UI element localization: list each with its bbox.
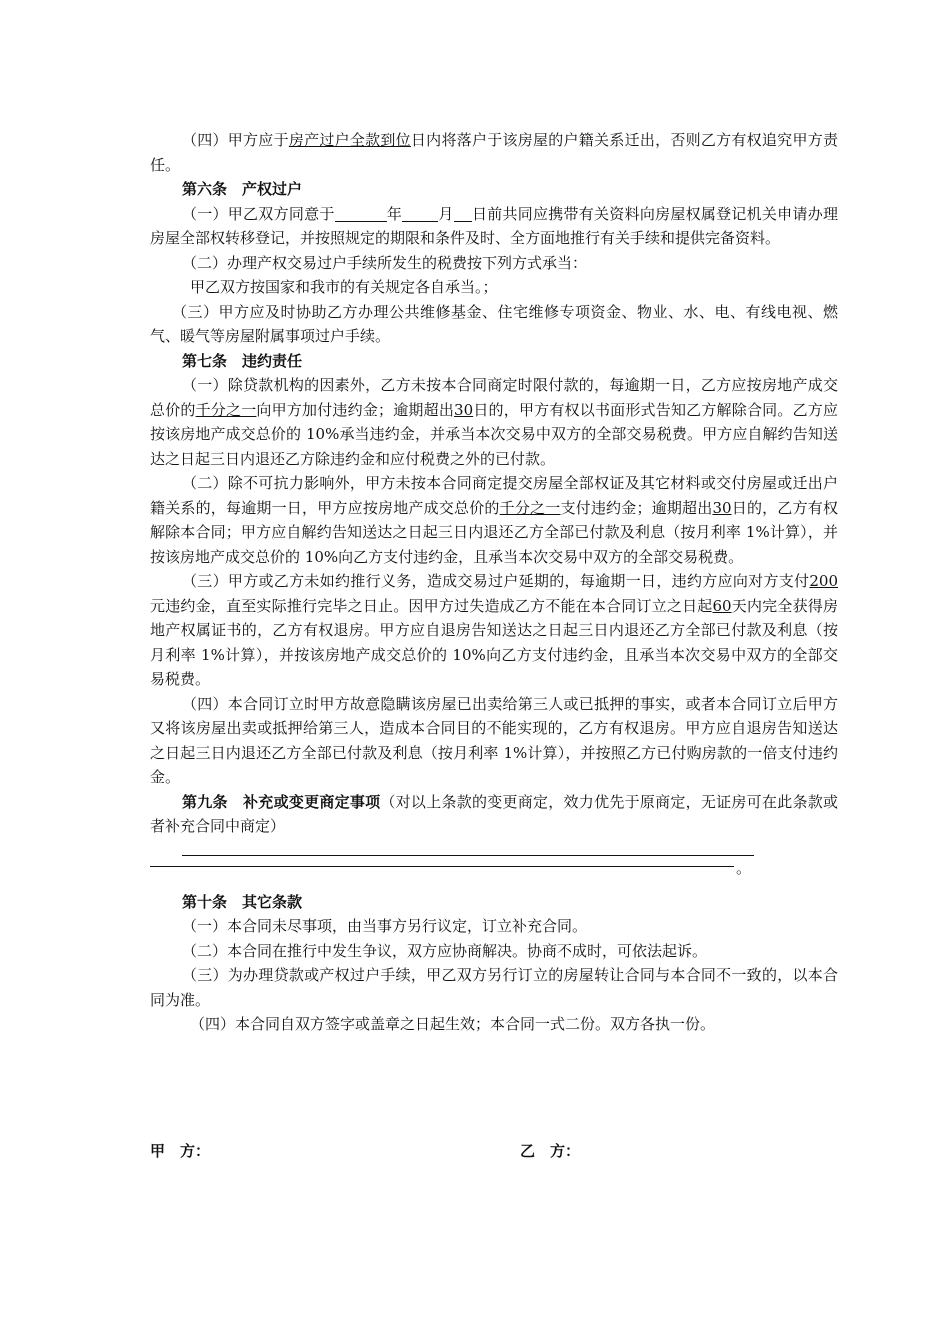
blank-line-2-row bbox=[150, 856, 838, 880]
article-7-title: 第七条 违约责任 bbox=[182, 351, 303, 370]
clause-7-4: （四）本合同订立时甲方故意隐瞒该房屋已出卖给第三人或已抵押的事实，或者本合同订立后甲方又将该房屋出卖或抵押给第三人，造成本合同目的不能实现的，乙方有权退房。甲方应自退房告知送达之日起三日内退还乙方全部已付款及利息（按月利率 1%计算），并按照乙方已付购房款的一倍支付违约金。 bbox=[150, 694, 838, 786]
text: 天内完全获得房地产权属证书的，乙方有权退房。甲方应自退房告知送达之日起三日内退还乙方全部已付款及利息（按月利率 1%计算），并按该房地产成交总价的 10%向乙方支付违约金，且承当本次交易中双方的全部交易税费。 bbox=[150, 596, 838, 688]
clause-10-3: （三）为办理贷款或产权过户手续，甲乙双方另行订立的房屋转让合同与本合同不一致的，以本合同为准。 bbox=[150, 966, 838, 1009]
text: （四）甲方应于 bbox=[182, 131, 289, 149]
text: 年 bbox=[386, 204, 403, 223]
text: 月 bbox=[438, 204, 454, 223]
clause-5-4 bbox=[150, 128, 838, 177]
text: 日的，甲方有权以书面形式告知乙方解除合同。乙方应按该房地产成交总价的 10%承当违约金，并承当本次交易中双方的全部交易税费。甲方应自解约告知送达之日起三日内退还乙方除违约金和应付税费之外的已付款。 bbox=[150, 400, 838, 468]
text: 元违约金，直至实际推行完毕之日止。因甲方过失造成乙方不能在本合同订立之日起 bbox=[150, 596, 713, 615]
article-6-title: 第六条 产权过户 bbox=[182, 180, 303, 198]
clause-7-3 bbox=[150, 569, 838, 692]
text: 日内将落户于该房屋的户籍关系迁出，否则乙方有权追究甲方责任。 bbox=[150, 131, 838, 174]
spacer bbox=[150, 880, 838, 890]
month-blank bbox=[402, 206, 438, 222]
text: （三）甲方或乙方未如约推行义务，造成交易过户延期的，每逾期一日，违约方应向对方支付 bbox=[182, 572, 810, 590]
clause-10-1: （一）本合同未尽事项，由当事方另行议定，订立补充合同。 bbox=[182, 917, 588, 935]
party-b-label: 乙 方： bbox=[520, 1142, 581, 1160]
underlined-term: 房产过户全款到位 bbox=[288, 131, 411, 149]
underlined-term: 30 bbox=[454, 400, 474, 419]
article-10-title: 第十条 其它条款 bbox=[182, 892, 303, 911]
clause-6-3: （三）甲方应及时协助乙方办理公共维修基金、住宅维修专项资金、物业、水、电、有线电视、燃气、暖气等房屋附属事项过户手续。 bbox=[150, 302, 838, 345]
text: 支付违约金；逾期超出 bbox=[560, 498, 713, 517]
underlined-term: 30 bbox=[712, 498, 732, 517]
article-9-note: （对以上条款的变更商定，效力优先于原商定，无证房可在此条款或者补充合同中商定） bbox=[150, 792, 838, 835]
clause-6-1 bbox=[150, 202, 838, 251]
article-9 bbox=[150, 790, 838, 839]
year-blank bbox=[335, 206, 387, 222]
text: 日的，乙方有权解除本合同；甲方应自解约告知送达之日起三日内退还乙方全部已付款及利息（按月利率 1%计算），并按该房地产成交总价的 10%向乙方支付违约金，且承当本次交易中双方的全部交易税费。 bbox=[150, 498, 838, 566]
clause-7-2 bbox=[150, 471, 838, 569]
blank-line-2 bbox=[150, 866, 734, 867]
underlined-term: 60 bbox=[712, 596, 732, 615]
underlined-term: 200 bbox=[809, 572, 838, 590]
text: （一）除贷款机构的因素外，乙方未按本合同商定时限付款的，每逾期一日，乙方应按房地产成交总价的 bbox=[150, 376, 838, 419]
underlined-term: 千分之一 bbox=[195, 400, 257, 419]
contract-page bbox=[150, 128, 838, 1037]
text: （二）除不可抗力影响外，甲方未按本合同商定提交房屋全部权证及其它材料或交付房屋或迁出户籍关系的，每逾期一日，甲方应按房地产成交总价的 bbox=[150, 474, 838, 517]
text: 向甲方加付违约金；逾期超出 bbox=[256, 400, 455, 419]
clause-6-2-detail: 甲乙双方按国家和我市的有关规定各自承当。； bbox=[190, 278, 498, 296]
article-9-title: 第九条 补充或变更商定事项 bbox=[182, 792, 381, 811]
text: 日前共同应携带有关资料向房屋权属登记机关申请办理房屋全部权转移登记，并按照规定的期限和条件及时、全方面地推行有关手续和提供完备资料。 bbox=[150, 204, 838, 247]
text: （一）甲乙双方同意于 bbox=[182, 204, 335, 223]
underlined-term: 千分之一 bbox=[499, 498, 561, 517]
end-mark: 。 bbox=[736, 858, 752, 877]
clause-7-1 bbox=[150, 373, 838, 471]
blank-line-1 bbox=[182, 839, 754, 856]
clause-6-2: （二）办理产权交易过户手续所发生的税费按下列方式承当： bbox=[182, 253, 588, 272]
clause-10-2: （二）本合同在推行中发生争议，双方应协商解决。协商不成时，可依法起诉。 bbox=[182, 941, 708, 960]
day-blank bbox=[454, 206, 472, 222]
clause-10-4: （四）本合同自双方签字或盖章之日起生效；本合同一式二份。双方各执一份。 bbox=[190, 1015, 716, 1033]
party-a-label: 甲 方： bbox=[150, 1142, 211, 1160]
